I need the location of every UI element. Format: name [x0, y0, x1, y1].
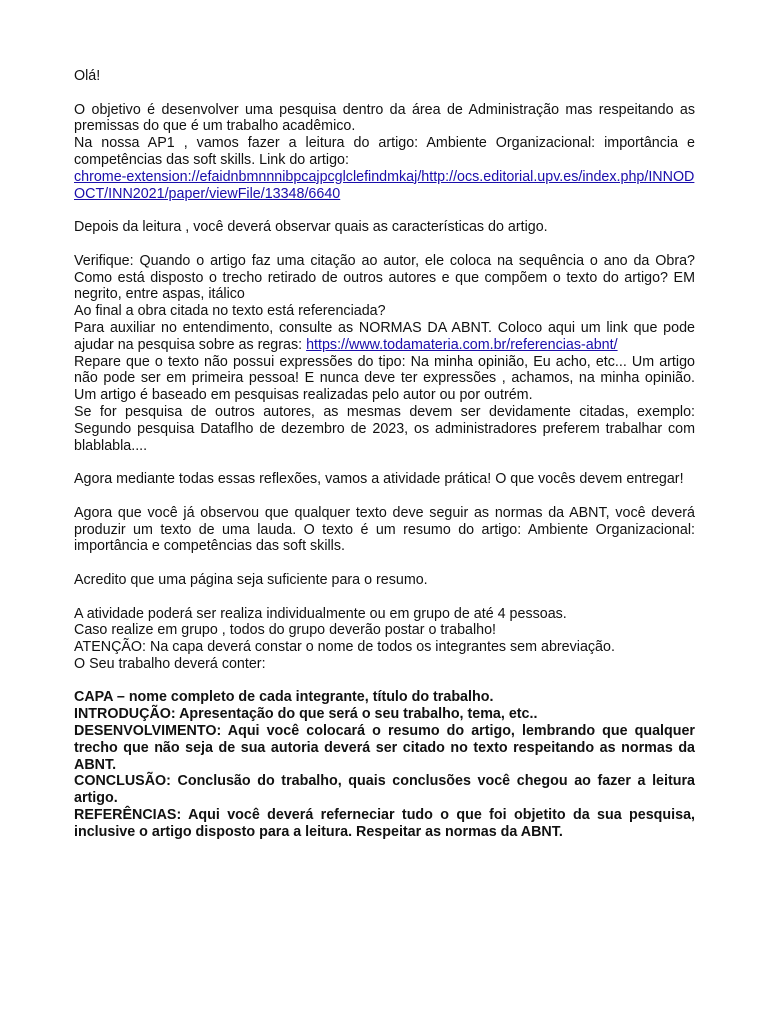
spacer — [74, 202, 695, 219]
spacer — [74, 454, 695, 471]
abnt-paragraph-text: Para auxiliar no entendimento, consulte as NORMAS DA ABNT. Coloco aqui um link que pode ajudar na pesquisa sobre as regras: — [74, 319, 695, 353]
objective-paragraph: O objetivo é desenvolver uma pesquisa dentro da área de Administração mas respeitando as premissas do que é um trabalho acadêmico. — [74, 101, 695, 135]
summary-paragraph: Agora que você já observou que qualquer texto deve seguir as normas da ABNT, você deverá produzir um texto de uma lauda. O texto é um resumo do artigo: Ambiente Organizacional: importância e competências das soft skills. — [74, 504, 695, 555]
page-suffices-paragraph: Acredito que uma página seja suficiente para o resumo. — [74, 571, 428, 588]
reference-question: Ao final a obra citada no texto está referenciada? — [74, 303, 386, 320]
group-size-line: A atividade poderá ser realiza individualmente ou em grupo de até 4 pessoas. — [74, 605, 567, 622]
requirement-conclusao: CONCLUSÃO: Conclusão do trabalho, quais conclusões você chegou ao fazer a leitura artigo. — [74, 773, 695, 807]
first-person-paragraph: Repare que o texto não possui expressões do tipo: Na minha opinião, Eu acho, etc... Um artigo não pode ser em primeira pessoa! E nunca deve ter expressões , achamos, na minha opinião. Um artigo é baseado em pesquisas realizadas pelo autor ou por outrém. — [74, 353, 695, 404]
article-intro-paragraph: Na nossa AP1 , vamos fazer a leitura do artigo: Ambiente Organizacional: importância e competências das soft skills. Link do artigo: — [74, 135, 695, 168]
greeting: Olá! — [74, 68, 101, 84]
reading-paragraph: Depois da leitura , você deverá observar quais as características do artigo. — [74, 219, 548, 236]
article-link[interactable]: chrome-extension://efaidnbmnnnibpcajpcglclefindmkaj/http://ocs.editorial.upv.es/index.php/INNODOCT/INN2021/paper/viewFile/13348/6640 — [74, 168, 695, 202]
spacer — [74, 85, 695, 102]
spacer — [74, 673, 695, 690]
spacer — [74, 236, 695, 253]
abnt-link[interactable]: https://www.todamateria.com.br/referencias-abnt/ — [306, 336, 618, 353]
document-page — [74, 68, 695, 841]
activity-paragraph: Agora mediante todas essas reflexões, vamos a atividade prática! O que vocês devem entregar! — [74, 471, 684, 488]
spacer — [74, 555, 695, 572]
contents-intro-line: O Seu trabalho deverá conter: — [74, 655, 266, 672]
verify-paragraph: Verifique: Quando o artigo faz uma citação ao autor, ele coloca na sequência o ano da Obra? Como está disposto o trecho retirado de outros autores e que compõem o texto do artigo? EM negrito, entre aspas, itálico — [74, 252, 695, 303]
citation-paragraph: Se for pesquisa de outros autores, as mesmas devem ser devidamente citadas, exemplo: Segundo pesquisa Dataflho de dezembro de 2023, os administradores preferem trabalhar com blablabla.... — [74, 403, 695, 454]
article-link-line — [74, 169, 695, 203]
spacer — [74, 589, 695, 606]
requirement-referencias: REFERÊNCIAS: Aqui você deverá referneciar tudo o que foi objetito da sua pesquisa, inclusive o artigo disposto para a leitura. Respeitar as normas da ABNT. — [74, 807, 695, 840]
requirement-desenvolvimento: DESENVOLVIMENTO: Aqui você colocará o resumo do artigo, lembrando que qualquer trecho que não seja de sua autoria deverá ser citado no texto respeitando as normas da ABNT. — [74, 723, 695, 773]
group-post-line: Caso realize em grupo , todos do grupo deverão postar o trabalho! — [74, 622, 497, 639]
requirement-introducao: INTRODUÇÃO: Apresentação do que será o seu trabalho, tema, etc.. — [74, 706, 538, 723]
attention-line: ATENÇÃO: Na capa deverá constar o nome de todos os integrantes sem abreviação. — [74, 639, 615, 656]
requirement-capa: CAPA – nome completo de cada integrante, título do trabalho. — [74, 689, 494, 706]
abnt-paragraph — [74, 320, 695, 354]
spacer — [74, 488, 695, 505]
requirements-list — [74, 689, 695, 840]
